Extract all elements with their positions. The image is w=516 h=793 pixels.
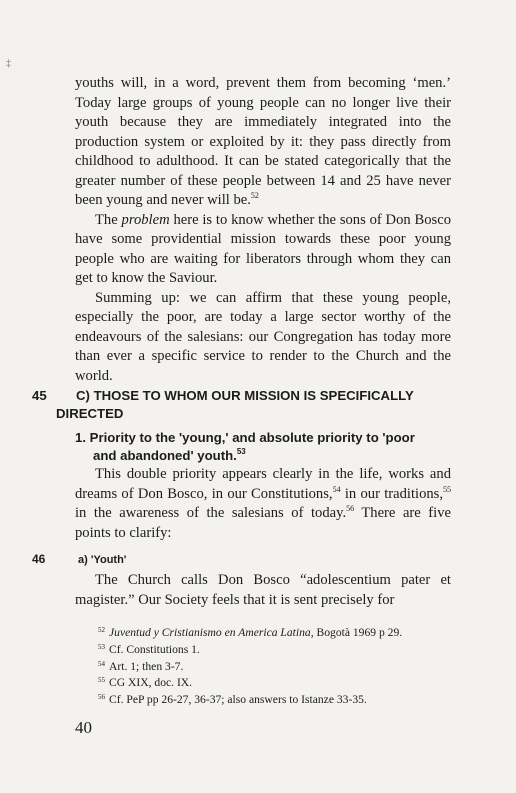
footnote-text: Cf. PeP pp 26-27, 36-37; also answers to Istanze 33-35.: [109, 693, 367, 707]
footnote-text: Cf. Constitutions 1.: [109, 642, 200, 656]
page-number: 40: [75, 718, 92, 737]
paragraph-problem-lead: The: [95, 211, 122, 228]
footnote-number: 54: [98, 659, 105, 668]
footnote-number: 52: [98, 626, 105, 634]
emphasis-problem: problem: [121, 211, 170, 228]
double-priority-text1: This double priority appears clearly in the life, works and dreams of Don Bosco, in our Constitutions,: [75, 466, 451, 502]
subsection-title-line2: and abandoned' youth.: [93, 448, 237, 463]
body-text-top: [75, 74, 451, 386]
paragraph-youth-text: youths will, in a word, prevent them from becoming ‘men.’ Today large groups of young people can no longer live their youth because they are immediately integrated into the production system or exploited by it: they pass directly from childhood to adulthood. It can be stated categorically that the greater number of these people between 14 and 25 have never been young and never will be.: [75, 75, 451, 208]
footnote-53: [98, 642, 458, 659]
paragraph-problem: [75, 211, 451, 289]
footnote-ref-52: 52: [250, 191, 259, 200]
footnote-ref-56: 56: [346, 504, 355, 513]
section-heading-c: [32, 387, 462, 423]
body-text-church: [75, 571, 451, 610]
footnote-55: [98, 675, 458, 692]
subsection-heading-priority: [75, 429, 455, 465]
double-priority-text3: in the awareness of the salesians of today.: [75, 505, 347, 521]
subsection-title-line2-wrap: [75, 447, 455, 465]
section-title-line2: DIRECTED: [56, 406, 124, 421]
body-text-priority: [75, 465, 451, 543]
footnote-text: CG XIX, doc. IX.: [109, 676, 193, 690]
footnote-number: 56: [98, 693, 105, 702]
footnote-ref-54: 54: [332, 484, 341, 494]
minor-heading-label: a) 'Youth': [78, 554, 127, 566]
footnote-number: 55: [98, 676, 105, 685]
paragraph-church: The Church calls Don Bosco “adolescentium pater et magister.” Our Society feels that it is sent precisely for: [75, 572, 451, 608]
footnote-title: Juventud y Cristianismo en America Latina,: [109, 626, 314, 639]
footnote-ref-55: 55: [443, 484, 451, 494]
footnote-56: [98, 692, 458, 709]
paragraph-youth: [75, 74, 451, 211]
minor-heading-youth: [32, 551, 232, 567]
margin-number-45: 45: [32, 388, 47, 403]
paragraph-double-priority: [75, 465, 451, 543]
footnote-text: Art. 1; then 3-7.: [109, 659, 184, 673]
double-priority-text4: There are five points to clarify:: [75, 505, 451, 541]
paragraph-problem-text: here is to know whether the sons of Don Bosco have some providential mission towards these poor young people who are waiting for liberators through whom they can get to know the Saviour.: [75, 211, 451, 286]
subsection-title-line1: 1. Priority to the 'young,' and absolute priority to 'poor: [75, 430, 415, 445]
footnote-54: [98, 659, 458, 676]
footnote-ref-53: 53: [236, 447, 246, 456]
footnotes: [98, 625, 458, 709]
footnote-52: [98, 625, 458, 642]
double-priority-text2: in our traditions,: [340, 485, 443, 502]
paragraph-summing-up: Summing up: we can affirm that these young people, especially the poor, are today a large sector worthy of the endeavours of the salesians: our Congregation has today more than ever a specific service to render to the Church and the world.: [75, 289, 451, 384]
footnote-text: Bogotà 1969 p 29.: [313, 626, 403, 639]
margin-number-46: 46: [32, 552, 46, 566]
section-title-line1: C) THOSE TO WHOM OUR MISSION IS SPECIFICALLY: [76, 388, 414, 403]
footnote-number: 53: [98, 642, 105, 651]
margin-mark: ‡: [6, 58, 11, 69]
